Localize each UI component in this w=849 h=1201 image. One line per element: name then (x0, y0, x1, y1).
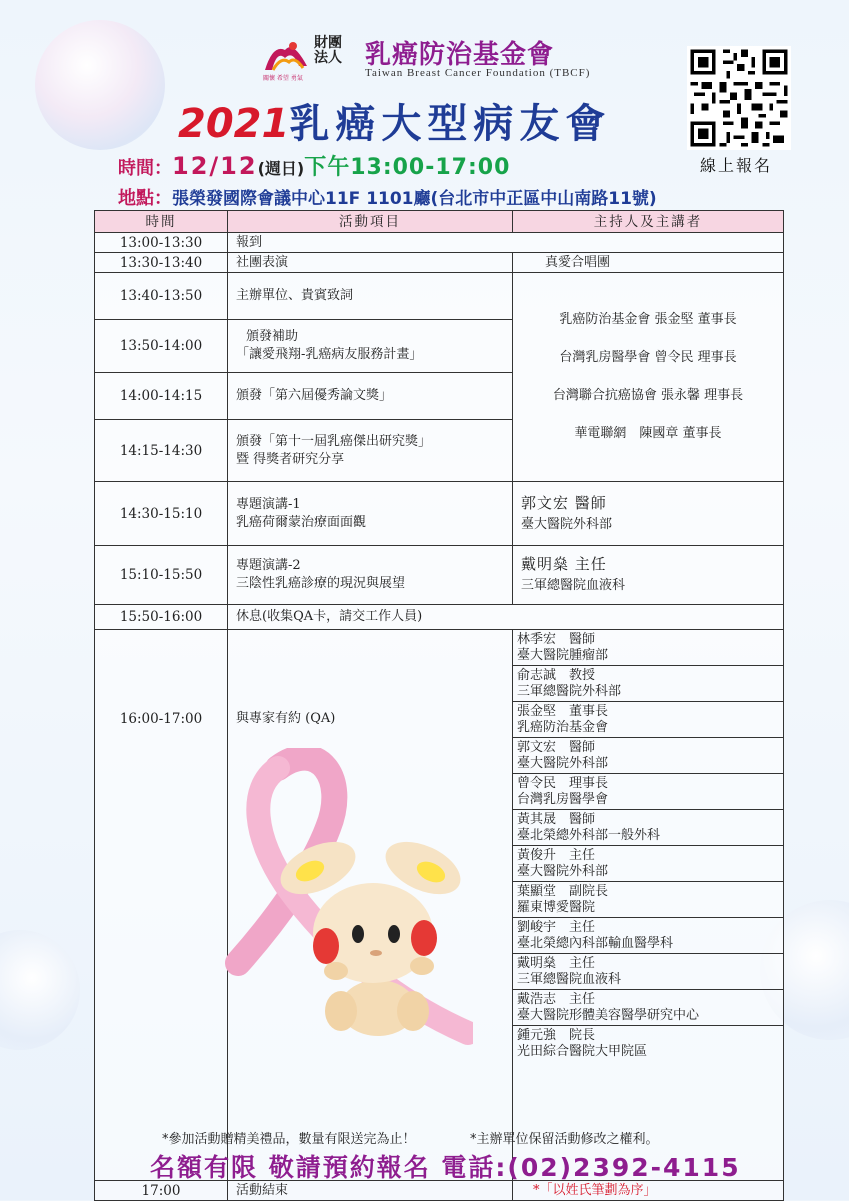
speaker-cell (513, 482, 784, 546)
event-time-range: 下午13:00-17:00 (304, 155, 511, 180)
expert-entry (513, 702, 783, 738)
expert-entry (513, 918, 783, 954)
expert-name: 戴明燊 主任 (517, 956, 596, 971)
expert-name: 張金堅 董事長 (517, 704, 609, 719)
expert-entry (513, 738, 783, 774)
expert-entry (513, 882, 783, 918)
event-venue: 張榮發國際會議中心11F 1101廳(台北市中正區中山南路11號) (172, 189, 657, 209)
event-title (178, 92, 611, 149)
activity-cell: 頒發「第六屆優秀論文獎」 (228, 373, 513, 420)
experts-cell (513, 630, 784, 1181)
activity-line: 暨 得獎者研究分享 (236, 451, 345, 467)
expert-org: 乳癌防治基金會 (517, 720, 609, 735)
activity-cell: 與專家有約 (QA) (228, 630, 513, 1181)
expert-entry (513, 810, 783, 846)
expert-org: 臺大醫院外科部 (517, 756, 609, 771)
column-header: 時間 (95, 211, 228, 233)
rights-note: *主辦單位保留活動修改之權利。 (470, 1132, 659, 1147)
time-cell: 16:00-17:00 (95, 630, 228, 1181)
expert-entry (513, 774, 783, 810)
expert-org: 三軍總醫院外科部 (517, 684, 622, 699)
activity-cell (228, 546, 513, 605)
host-entry: 華電聯網 陳國章 董事長 (574, 426, 722, 441)
expert-entry (513, 954, 783, 990)
org-name: 乳癌防治基金會 (365, 40, 555, 70)
activity-line: 專題演講-1 (236, 496, 301, 512)
decorative-bubble (0, 930, 80, 1050)
expert-name: 黃其晟 醫師 (517, 812, 596, 827)
expert-org: 臺大醫院外科部 (517, 864, 609, 879)
expert-name: 曾令民 理事長 (517, 776, 609, 791)
order-note: *「以姓氏筆劃為序」 (533, 1182, 657, 1198)
expert-name: 劉峻宇 主任 (517, 920, 596, 935)
time-cell: 15:50-16:00 (95, 605, 228, 630)
time-label: 時間： (118, 158, 172, 179)
org-prefix: 財團法人 (314, 35, 342, 66)
time-cell: 14:00-14:15 (95, 373, 228, 420)
schedule-table (94, 210, 784, 1201)
speaker-org: 臺大醫院外科部 (521, 516, 613, 532)
org-name-english: Taiwan Breast Cancer Foundation (TBCF) (365, 67, 591, 79)
event-year: 2021 (178, 101, 290, 147)
expert-org: 光田綜合醫院大甲院區 (517, 1044, 648, 1059)
foundation-logo (263, 36, 618, 86)
event-place (118, 184, 657, 210)
expert-entry (513, 1026, 783, 1061)
expert-name: 葉顯堂 副院長 (517, 884, 609, 899)
time-cell: 13:40-13:50 (95, 273, 228, 320)
expert-org: 臺大醫院形體美容醫學研究中心 (517, 1008, 700, 1023)
host-name: 真愛合唱團 (545, 254, 611, 270)
place-label: 地點： (118, 188, 172, 209)
expert-org: 羅東博愛醫院 (517, 900, 596, 915)
expert-name: 俞志誠 教授 (517, 668, 596, 683)
hosts-group-cell (513, 273, 784, 482)
expert-entry (513, 666, 783, 702)
activity-cell: 主辦單位、貴賓致詞 (228, 273, 513, 320)
table-header-row (95, 211, 784, 233)
time-cell: 14:30-15:10 (95, 482, 228, 546)
expert-org: 三軍總醫院血液科 (517, 972, 622, 987)
ribbon-bunny-illustration (218, 748, 473, 1048)
time-cell: 15:10-15:50 (95, 546, 228, 605)
expert-org: 臺大醫院腫瘤部 (517, 648, 609, 663)
table-row (95, 605, 784, 630)
table-row (95, 233, 784, 253)
column-header: 活動項目 (228, 211, 513, 233)
expert-org: 台灣乳房醫學會 (517, 792, 609, 807)
activity-line: 三陰性乳癌診療的現況與展望 (236, 576, 406, 591)
time-cell: 13:50-14:00 (95, 320, 228, 373)
table-row (95, 546, 784, 605)
event-time (118, 150, 510, 181)
table-row (95, 482, 784, 546)
host-entry: 乳癌防治基金會 張金堅 董事長 (559, 312, 737, 327)
activity-line: 頒發「第十一屆乳癌傑出研究獎」 (236, 433, 432, 449)
expert-entry (513, 846, 783, 882)
event-date: 12/12 (172, 152, 258, 180)
activity-line: 頒發補助 (246, 329, 299, 344)
expert-entry (513, 630, 783, 666)
expert-name: 郭文宏 醫師 (517, 740, 596, 755)
expert-name: 林季宏 醫師 (517, 632, 596, 647)
speaker-cell (513, 546, 784, 605)
expert-org: 臺北榮總外科部一般外科 (517, 828, 661, 843)
expert-name: 鍾元強 院長 (517, 1028, 596, 1043)
activity-cell: 活動結束 (228, 1181, 513, 1201)
activity-cell: 報到 (228, 233, 784, 253)
decorative-bubble (35, 20, 165, 150)
activity-line: 專題演講-2 (236, 558, 301, 573)
expert-name: 黃俊升 主任 (517, 848, 596, 863)
expert-entry (513, 990, 783, 1026)
activity-cell: 休息(收集QA卡，請交工作人員) (228, 605, 784, 630)
activity-cell (228, 482, 513, 546)
table-row (95, 273, 784, 320)
activity-cell: 社團表演 (228, 253, 513, 273)
column-header: 主持人及主講者 (513, 211, 784, 233)
activity-line: 「讓愛飛翔-乳癌病友服務計畫」 (236, 347, 423, 362)
expert-name: 戴浩志 主任 (517, 992, 596, 1007)
host-cell (513, 253, 784, 273)
bunny-mascot-icon (272, 831, 468, 1036)
time-cell: 13:30-13:40 (95, 253, 228, 273)
registration-qr-code[interactable] (687, 46, 791, 150)
event-title-text: 乳癌大型病友會 (289, 101, 612, 147)
host-entry: 台灣聯合抗癌協會 張永馨 理事長 (552, 388, 744, 403)
mountain-logo-icon (263, 36, 311, 74)
registration-footer: 名額有限 敬請預約報名 電話:(02)2392-4115 (150, 1153, 741, 1182)
speaker-name: 郭文宏 醫師 (521, 493, 607, 512)
speaker-name: 戴明燊 主任 (521, 555, 607, 573)
activity-line: 乳癌荷爾蒙治療面面觀 (236, 514, 367, 530)
activity-cell (228, 320, 513, 373)
table-row (95, 253, 784, 273)
host-entry: 台灣乳房醫學會 曾令民 理事長 (559, 350, 737, 365)
event-weekday: (週日) (257, 159, 305, 178)
gift-note: *參加活動贈精美禮品，數量有限送完為止！ (162, 1132, 416, 1147)
time-cell: 17:00 (95, 1181, 228, 1201)
logo-caption: 關懷 希望 勇氣 (263, 75, 303, 82)
time-cell: 13:00-13:30 (95, 233, 228, 253)
time-cell: 14:15-14:30 (95, 420, 228, 482)
qr-label: 線上報名 (700, 156, 773, 175)
activity-cell (228, 420, 513, 482)
expert-org: 臺北榮總內科部輸血醫學科 (517, 936, 674, 951)
speaker-org: 三軍總醫院血液科 (521, 578, 626, 593)
